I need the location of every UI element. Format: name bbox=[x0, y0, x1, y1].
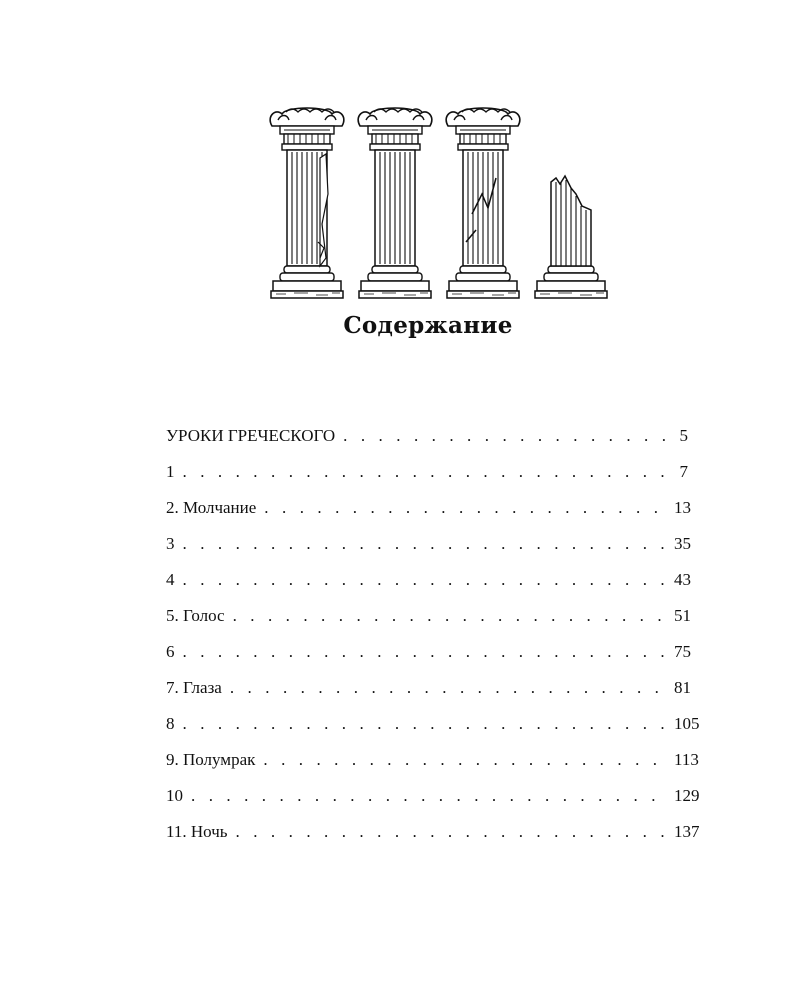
toc-entry[interactable] bbox=[166, 418, 688, 454]
toc-entry-label: 4 bbox=[166, 570, 175, 589]
toc-entry-page: 75 bbox=[674, 642, 691, 661]
toc-entry[interactable] bbox=[166, 454, 688, 490]
toc-entry-label: 2. Молчание bbox=[166, 498, 257, 517]
toc-entry-label: 5. Голос bbox=[166, 606, 225, 625]
dot-leader bbox=[183, 562, 669, 598]
toc-entry[interactable] bbox=[166, 814, 700, 850]
toc-entry[interactable] bbox=[166, 562, 691, 598]
toc-entry-page: 51 bbox=[674, 606, 691, 625]
dot-leader bbox=[233, 598, 668, 634]
toc-entry-page: 5 bbox=[679, 426, 688, 445]
toc-entry-label: 7. Глаза bbox=[166, 678, 222, 697]
dot-leader bbox=[230, 670, 668, 706]
toc-entry-label: 11. Ночь bbox=[166, 822, 228, 841]
toc-entry[interactable] bbox=[166, 490, 691, 526]
toc-entry-page: 105 bbox=[674, 714, 700, 733]
toc-entry-page: 129 bbox=[674, 786, 700, 805]
column-2 bbox=[358, 108, 432, 298]
toc-entry[interactable] bbox=[166, 598, 691, 634]
dot-leader bbox=[183, 454, 669, 490]
toc-entry-page: 81 bbox=[674, 678, 691, 697]
toc-entry[interactable] bbox=[166, 778, 700, 814]
toc-entry-page: 35 bbox=[674, 534, 691, 553]
dot-leader bbox=[263, 742, 668, 778]
toc-entry-label: 6 bbox=[166, 642, 175, 661]
toc-entry-label: 9. Полумрак bbox=[166, 750, 256, 769]
toc-entry[interactable] bbox=[166, 526, 691, 562]
toc-entry-label: УРОКИ ГРЕЧЕСКОГО bbox=[166, 426, 336, 445]
toc-entry-page: 113 bbox=[674, 750, 699, 769]
toc-entry[interactable] bbox=[166, 742, 699, 778]
toc-entry-label: 1 bbox=[166, 462, 175, 481]
column-3 bbox=[446, 108, 520, 298]
dot-leader bbox=[183, 526, 669, 562]
page-title: Содержание bbox=[343, 312, 513, 339]
toc-entry-page: 13 bbox=[674, 498, 691, 517]
toc-entry-page: 7 bbox=[679, 462, 688, 481]
toc-entry[interactable] bbox=[166, 706, 700, 742]
dot-leader bbox=[264, 490, 668, 526]
toc-entry[interactable] bbox=[166, 634, 691, 670]
column-1 bbox=[270, 108, 344, 298]
dot-leader bbox=[236, 814, 668, 850]
toc-entry-label: 8 bbox=[166, 714, 175, 733]
table-of-contents bbox=[166, 418, 700, 850]
greek-columns-illustration bbox=[262, 98, 612, 300]
dot-leader bbox=[191, 778, 668, 814]
toc-entry-label: 3 bbox=[166, 534, 175, 553]
toc-entry[interactable] bbox=[166, 670, 691, 706]
dot-leader bbox=[183, 634, 669, 670]
dot-leader bbox=[343, 418, 668, 454]
toc-entry-page: 43 bbox=[674, 570, 691, 589]
toc-entry-label: 10 bbox=[166, 786, 183, 805]
toc-entry-page: 137 bbox=[674, 822, 700, 841]
column-4-broken bbox=[535, 176, 607, 298]
dot-leader bbox=[183, 706, 669, 742]
